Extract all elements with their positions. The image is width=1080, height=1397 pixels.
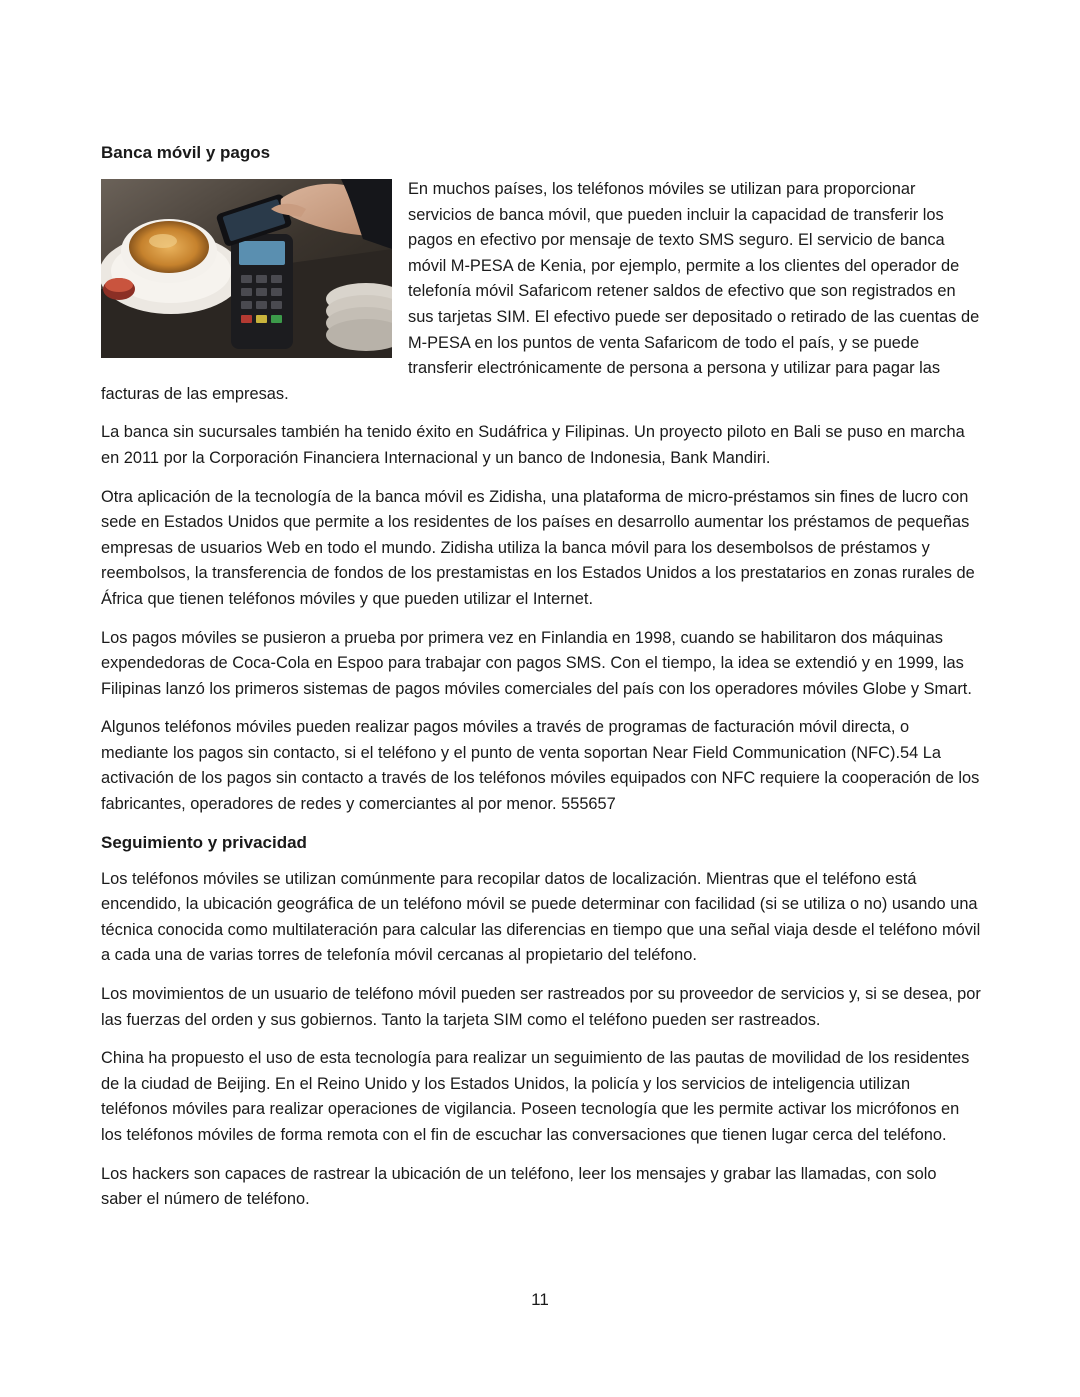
paragraph: Algunos teléfonos móviles pueden realizar pagos móviles a través de programas de facturación móvil directa, o mediante los pagos sin contacto, si el teléfono y el punto de venta soportan Near Field Communication (NFC).54 La activación de los pagos sin contacto a través de los teléfonos móviles equipados con NFC requiere la cooperación de los fabricantes, operadores de redes y comerciantes al por menor. 555657 — [101, 718, 980, 814]
section-heading-mobile-banking: Banca móvil y pagos — [101, 143, 271, 162]
document-page — [101, 141, 981, 1226]
page-number: 11 — [531, 1290, 549, 1309]
paragraph: China ha propuesto el uso de esta tecnología para realizar un seguimiento de las pautas de movilidad de los residentes de la ciudad de Beijing. En el Reino Unido y los Estados Unidos, la policía y los servicios de inteligencia utilizan teléfonos móviles para realizar operaciones de vigilancia. Poseen tecnología que les permite activar los micrófonos en los teléfonos móviles de forma remota con el fin de escuchar las conversaciones que tienen lugar cerca del teléfono. — [101, 1049, 970, 1144]
paragraph: Los hackers son capaces de rastrear la ubicación de un teléfono, leer los mensajes y grabar las llamadas, con solo saber el número de teléfono. — [101, 1164, 937, 1209]
mobile-payment-illustration — [101, 179, 392, 358]
paragraph: Los teléfonos móviles se utilizan comúnmente para recopilar datos de localización. Mientras que el teléfono está encendido, la ubicación geográfica de un teléfono móvil se puede determinar con facilidad (si se utiliza o no) usando una técnica conocida como multilateración para calcular las diferencias en tiempo que una señal viaja desde el teléfono móvil a cada una de varias torres de telefonía móvil cercanas al propietario del teléfono. — [101, 869, 981, 965]
mobile-payment-photo — [101, 179, 392, 358]
paragraph: Los pagos móviles se pusieron a prueba por primera vez en Finlandia en 1998, cuando se habilitaron dos máquinas expendedoras de Coca-Cola en Espoo para trabajar con pagos SMS. Con el tiempo, la idea se extendió y en 1999, las Filipinas lanzó los primeros sistemas de pagos móviles comerciales del país con los operadores móviles Globe y Smart. — [101, 628, 972, 698]
paragraph: Los movimientos de un usuario de teléfono móvil pueden ser rastreados por su proveedor de servicios y, si se desea, por las fuerzas del orden y sus gobiernos. Tanto la tarjeta SIM como el teléfono pueden ser rastreados. — [101, 985, 981, 1029]
paragraph: Otra aplicación de la tecnología de la banca móvil es Zidisha, una plataforma de micro-préstamos sin fines de lucro con sede en Estados Unidos que permite a los residentes de los países en desarrollo aumentar los préstamos de pequeñas empresas de usuarios Web en todo el mundo. Zidisha utiliza la banca móvil para los desembolsos de préstamos y reembolsos, la transferencia de fondos de los prestamistas en los Estados Unidos a los prestatarios en zonas rurales de África que tienen teléfonos móviles y que pueden utilizar el Internet. — [101, 487, 975, 608]
paragraph: La banca sin sucursales también ha tenido éxito en Sudáfrica y Filipinas. Un proyecto piloto en Bali se puso en marcha en 2011 por la Corporación Financiera Internacional y un banco de Indonesia, Bank Mandiri. — [101, 423, 965, 467]
paragraph: En muchos países, los teléfonos móviles se utilizan para proporcionar servicios de banca móvil, que pueden incluir la capacidad de transferir los pagos en efectivo por mensaje de texto SMS seguro. El servicio de banca móvil M-PESA de Kenia, por ejemplo, permite a los clientes del operador de telefonía móvil Safaricom retener saldos de efectivo que son registrados en sus tarjetas SIM. El efectivo puede ser depositado o retirado de las cuentas de M-PESA en los puntos de venta Safaricom de todo el país, y se puede transferir electrónicamente de persona a persona y utilizar para pagar las facturas de las empresas. — [101, 180, 980, 403]
section-heading-tracking-privacy: Seguimiento y privacidad — [101, 832, 307, 852]
